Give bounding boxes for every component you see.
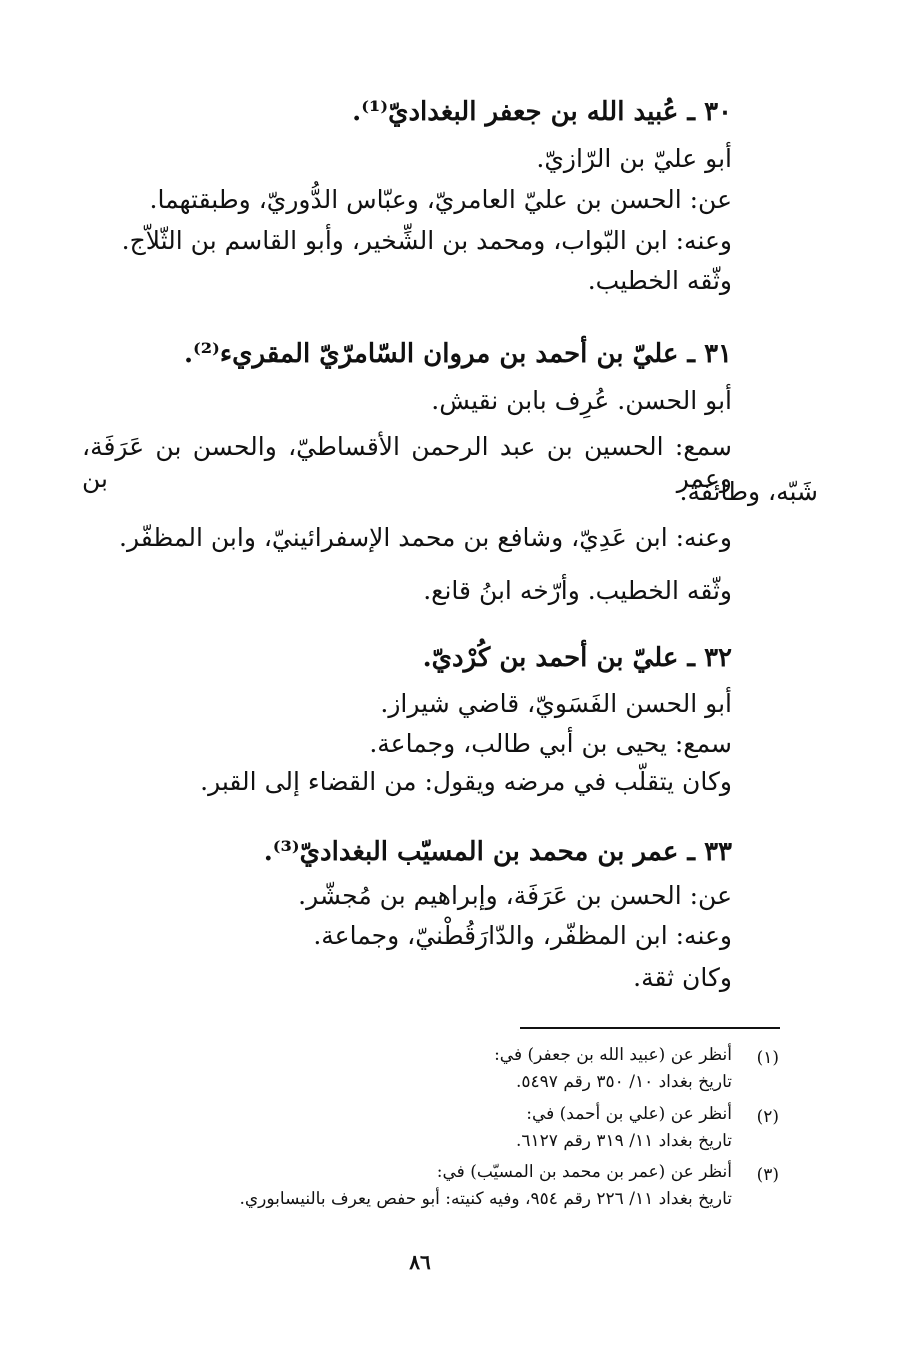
entry-31-line-4: وعنه: ابن عَدِيّ، وشافع بن محمد الإسفرائينيّ، وابن المظفّر. [119, 523, 732, 552]
entry-31-line-1: أبو الحسن. عُرِف بابن نقيش. [431, 386, 732, 415]
footnote-1-number: (١) [756, 1048, 779, 1068]
entry-31-line-3: شَبّه، وطائفة. [679, 477, 818, 506]
entry-30-title: ٣٠ ـ عُبيد الله بن جعفر البغداديّ⁽¹⁾. [352, 97, 732, 127]
footnote-1-line-2: تاريخ بغداد ١٠/ ٣٥٠ رقم ٥٤٩٧. [515, 1072, 732, 1092]
entry-30-line-4: وثّقه الخطيب. [587, 266, 732, 295]
entry-30-line-1: أبو عليّ بن الرّازيّ. [536, 144, 732, 173]
entry-31-line-5: وثّقه الخطيب. وأرّخه ابنُ قانع. [423, 576, 732, 605]
footnote-2-line-2: تاريخ بغداد ١١/ ٣١٩ رقم ٦١٢٧. [515, 1131, 732, 1151]
entry-30-line-3: وعنه: ابن البّواب، ومحمد بن الشِّخير، وأبو القاسم بن الثّلاّج. [121, 226, 732, 255]
footnote-2-number: (٢) [756, 1107, 779, 1127]
footnote-3-line-2: تاريخ بغداد ١١/ ٢٢٦ رقم ٩٥٤، وفيه كنيته: أبو حفص يعرف بالنيسابوري. [239, 1189, 732, 1209]
entry-32-line-3: وكان يتقلّب في مرضه ويقول: من القضاء إلى القبر. [200, 767, 732, 796]
footnote-separator [520, 1027, 780, 1029]
entry-33-line-3: وكان ثقة. [633, 963, 732, 992]
page-number: ٨٦ [409, 1250, 431, 1274]
entry-32-line-1: أبو الحسن الفَسَويّ، قاضي شيراز. [380, 689, 732, 718]
entry-32-line-2: سمع: يحيى بن أبي طالب، وجماعة. [369, 729, 732, 758]
entry-33-title: ٣٣ ـ عمر بن محمد بن المسيّب البغداديّ⁽³⁾. [263, 837, 732, 867]
footnote-2-line-1: أنظر عن (علي بن أحمد) في: [526, 1104, 732, 1124]
entry-32-title: ٣٢ ـ عليّ بن أحمد بن كُرْديّ. [422, 643, 732, 673]
entry-33-line-1: عن: الحسن بن عَرَفَة، وإبراهيم بن مُجشّر. [298, 881, 732, 910]
entry-33-line-2: وعنه: ابن المظفّر، والدّارَقُطْنيّ، وجماعة. [313, 921, 732, 950]
entry-31-line-2: سمع: الحسين بن عبد الرحمن الأقساطيّ، والحسن بن عَرَفَة، وعمر بن [82, 432, 732, 493]
entry-30-line-2: عن: الحسن بن عليّ العامريّ، وعبّاس الدُّوريّ، وطبقتهما. [149, 185, 732, 214]
footnote-3-number: (٣) [756, 1165, 779, 1185]
footnote-1-line-1: أنظر عن (عبيد الله بن جعفر) في: [494, 1045, 732, 1065]
entry-31-title: ٣١ ـ عليّ بن أحمد بن مروان السّامرّيّ المقريء⁽²⁾. [183, 339, 732, 369]
footnote-3-line-1: أنظر عن (عمر بن محمد بن المسيّب) في: [436, 1162, 732, 1182]
